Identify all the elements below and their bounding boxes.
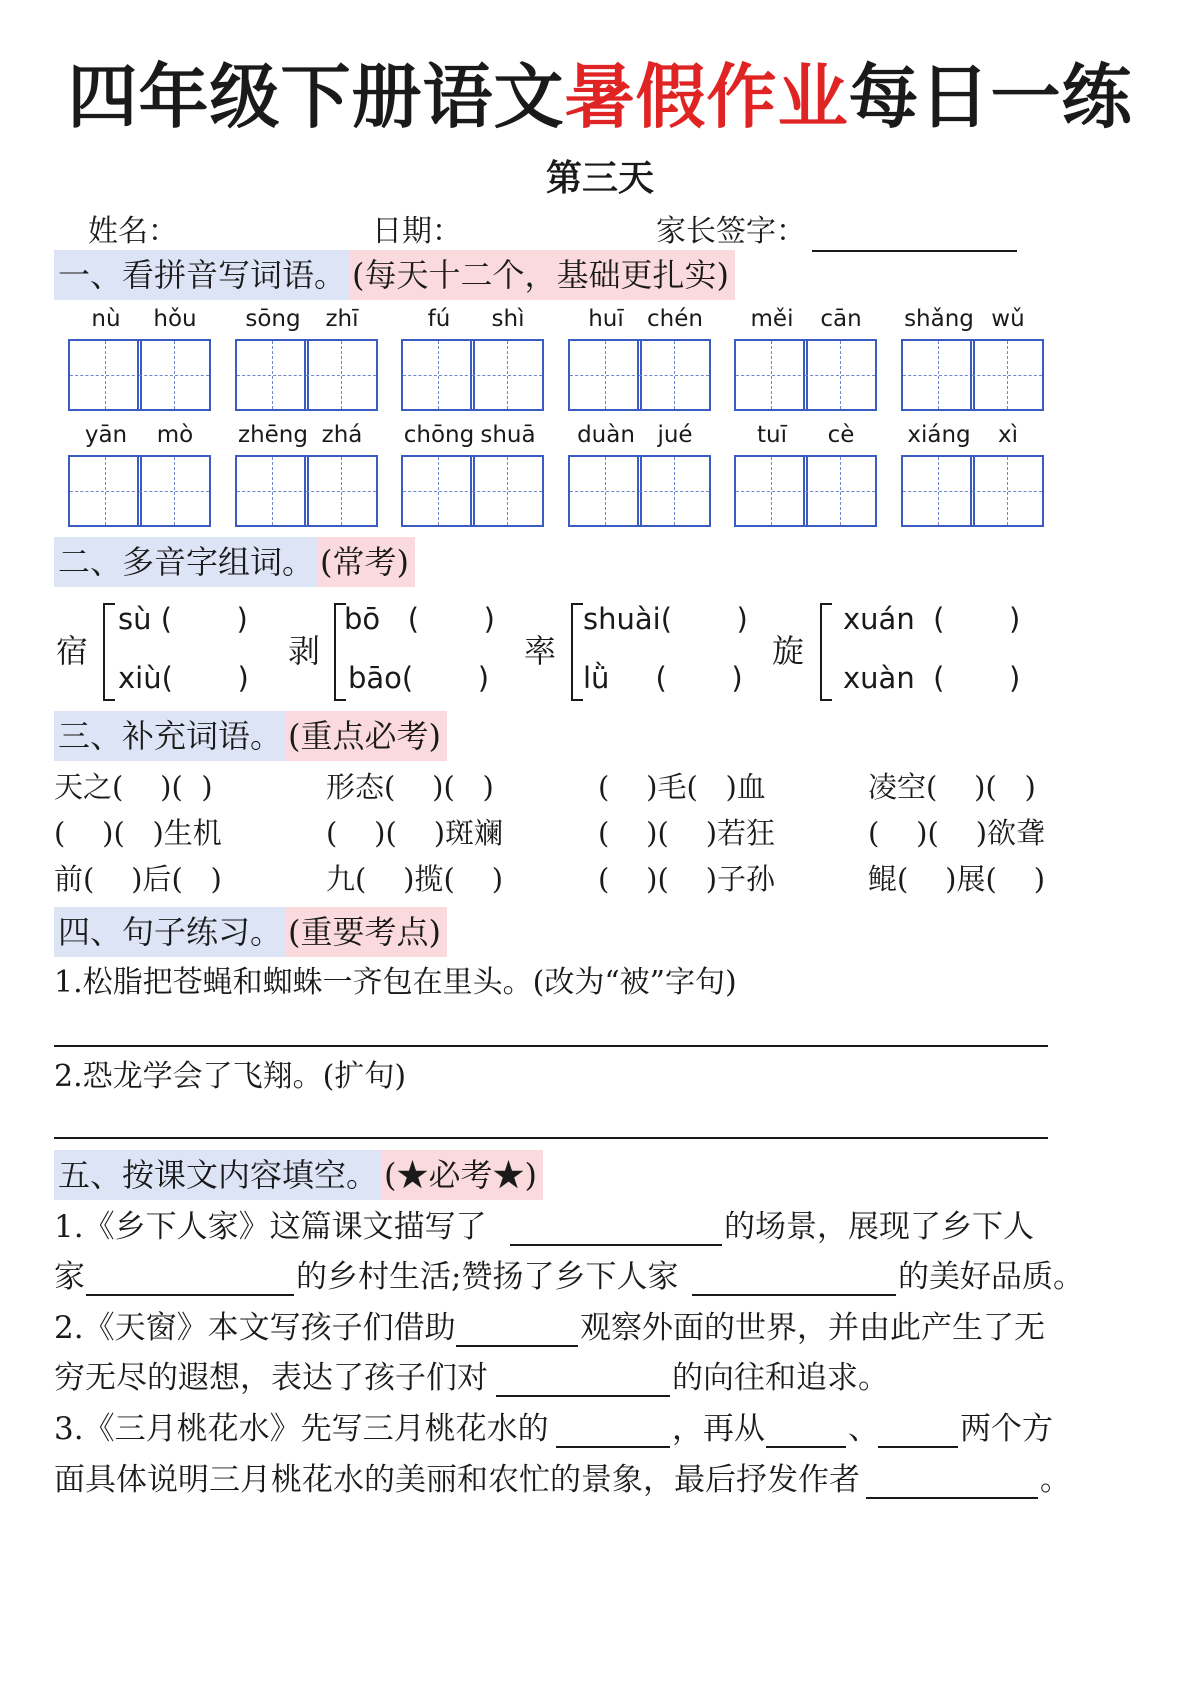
parent-signature-label: 家长签字： — [656, 214, 806, 249]
polyphone-reading: bō ( ) — [344, 602, 495, 636]
grid-guide — [736, 491, 806, 492]
grid-guide — [472, 375, 542, 376]
grid-guide — [639, 375, 709, 376]
grid-guide — [403, 375, 473, 376]
text-line: 、 — [848, 1411, 879, 1447]
writing-box[interactable] — [970, 455, 1044, 527]
section2-tag: (常考) — [318, 537, 415, 587]
grid-guide — [306, 375, 376, 376]
pinyin-word-group — [568, 421, 720, 527]
pinyin-label: cè — [827, 422, 855, 448]
writing-box[interactable] — [803, 339, 877, 411]
section4-tag: (重要考点) — [286, 907, 447, 957]
section5-tag: (★必考★) — [382, 1150, 543, 1200]
text-line: 的乡村生活;赞扬了乡下人家 — [296, 1259, 679, 1295]
section3-tag: (重点必考) — [286, 711, 447, 761]
fill-word: ( )( )斑斓 — [326, 816, 504, 850]
fill-word: 鲲( )展( ) — [868, 862, 1046, 896]
writing-box[interactable] — [734, 339, 808, 411]
page-title — [0, 52, 1200, 142]
section1-title: 一、看拼音写词语。 — [54, 250, 350, 300]
date-label: 日期： — [372, 214, 462, 249]
grid-guide — [972, 491, 1042, 492]
text-line: 的场景，展现了乡下人 — [724, 1209, 1034, 1245]
text-line: 2.《天窗》本文写孩子们借助 — [54, 1310, 456, 1346]
writing-box[interactable] — [901, 339, 975, 411]
name-label: 姓名： — [88, 214, 178, 249]
polyphone-char: 宿 — [56, 632, 89, 670]
pinyin-label: měi — [750, 306, 794, 332]
text-line: 的美好品质。 — [898, 1259, 1084, 1295]
text-line: 两个方 — [960, 1411, 1053, 1447]
fill-word: ( )( )子孙 — [598, 862, 776, 896]
fill-word: 凌空( )( ) — [868, 770, 1036, 804]
pinyin-word-group — [734, 421, 886, 527]
blank-field[interactable] — [866, 1497, 1038, 1499]
section1-tag: (每天十二个，基础更扎实) — [350, 250, 735, 300]
writing-box[interactable] — [137, 339, 211, 411]
text-line: ，再从 — [672, 1411, 765, 1447]
grid-guide — [306, 491, 376, 492]
text-line: 3.《三月桃花水》先写三月桃花水的 — [54, 1411, 549, 1447]
pinyin-word-group — [401, 421, 553, 527]
section2-header — [54, 537, 415, 587]
pinyin-label: yān — [84, 422, 128, 448]
pinyin-label: chōng — [403, 422, 475, 448]
section4-header — [54, 907, 447, 957]
pinyin-word-group — [68, 421, 220, 527]
grid-guide — [139, 491, 209, 492]
pinyin-word-group — [901, 305, 1053, 411]
grid-guide — [472, 491, 542, 492]
title-part1: 四年级下册语文 — [67, 56, 565, 138]
pinyin-word-group — [401, 305, 553, 411]
pinyin-label: shǎng — [904, 306, 974, 332]
pinyin-label: zhá — [321, 422, 363, 448]
writing-box[interactable] — [970, 339, 1044, 411]
writing-box[interactable] — [235, 455, 309, 527]
writing-box[interactable] — [568, 455, 642, 527]
writing-box[interactable] — [68, 455, 142, 527]
text-line: 的向往和追求。 — [672, 1360, 889, 1396]
writing-box[interactable] — [734, 455, 808, 527]
fill-word: ( )毛( )血 — [598, 770, 766, 804]
title-highlight: 暑假作业 — [564, 56, 849, 138]
brace — [820, 603, 832, 701]
fill-word: ( )( )欲聋 — [868, 816, 1046, 850]
fill-word: 形态( )( ) — [326, 770, 494, 804]
pinyin-label: shuā — [480, 422, 536, 448]
blank-field[interactable] — [496, 1395, 670, 1397]
sentence-question-1: 1.松脂把苍蝇和蜘蛛一齐包在里头。(改为“被”字句) — [54, 965, 737, 1000]
section5-header — [54, 1150, 543, 1200]
fill-word: ( )( )若狂 — [598, 816, 776, 850]
answer-line-1[interactable] — [54, 1045, 1048, 1047]
writing-box[interactable] — [401, 339, 475, 411]
pinyin-label: chén — [647, 306, 703, 332]
polyphone-char: 剥 — [288, 632, 321, 670]
pinyin-word-group — [568, 305, 720, 411]
grid-guide — [237, 375, 307, 376]
writing-box[interactable] — [304, 455, 378, 527]
polyphone-reading: lǜ ( ) — [583, 661, 743, 695]
text-line: 家 — [54, 1259, 85, 1295]
grid-guide — [70, 375, 140, 376]
writing-box[interactable] — [568, 339, 642, 411]
section1-header — [54, 250, 735, 300]
title-part3: 每日一练 — [848, 56, 1133, 138]
pinyin-label: hǒu — [153, 306, 197, 332]
pinyin-label: xì — [997, 422, 1018, 448]
text-line: 面具体说明三月桃花水的美丽和农忙的景象，最后抒发作者 — [54, 1462, 860, 1498]
pinyin-label: tuī — [757, 422, 787, 448]
polyphone-char: 旋 — [772, 632, 805, 670]
text-line: 。 — [1040, 1462, 1071, 1498]
polyphone-char: 率 — [524, 632, 557, 670]
pinyin-label: mò — [156, 422, 194, 448]
pinyin-word-group — [68, 305, 220, 411]
writing-box[interactable] — [637, 455, 711, 527]
brace — [571, 603, 583, 701]
polyphone-reading: sù ( ) — [118, 602, 248, 636]
grid-guide — [570, 375, 640, 376]
writing-box[interactable] — [901, 455, 975, 527]
section4-title: 四、句子练习。 — [54, 907, 286, 957]
polyphone-reading: xiù( ) — [118, 661, 249, 695]
section2-title: 二、多音字组词。 — [54, 537, 318, 587]
pinyin-label: huī — [588, 306, 624, 332]
writing-box[interactable] — [637, 339, 711, 411]
pinyin-word-group — [235, 421, 387, 527]
polyphone-reading: shuài( ) — [583, 602, 748, 636]
section3-header — [54, 711, 447, 761]
blank-field[interactable] — [86, 1294, 294, 1296]
blank-field[interactable] — [556, 1446, 670, 1448]
polyphone-reading: xuàn ( ) — [843, 661, 1021, 695]
writing-box[interactable] — [235, 339, 309, 411]
grid-guide — [805, 491, 875, 492]
page-subtitle: 第三天 — [545, 157, 654, 199]
parent-signature-field[interactable] — [812, 250, 1017, 252]
writing-box[interactable] — [470, 339, 544, 411]
blank-field[interactable] — [456, 1345, 578, 1347]
writing-box[interactable] — [304, 339, 378, 411]
text-line: 穷无尽的遐想，表达了孩子们对 — [54, 1360, 488, 1396]
grid-guide — [736, 375, 806, 376]
pinyin-label: cān — [820, 306, 862, 332]
fill-word: 前( )后( ) — [54, 862, 222, 896]
grid-guide — [570, 491, 640, 492]
pinyin-label: wǔ — [991, 306, 1025, 332]
writing-box[interactable] — [137, 455, 211, 527]
writing-box[interactable] — [470, 455, 544, 527]
sentence-question-2: 2.恐龙学会了飞翔。(扩句) — [54, 1059, 407, 1094]
grid-guide — [639, 491, 709, 492]
writing-box[interactable] — [68, 339, 142, 411]
pinyin-word-group — [901, 421, 1053, 527]
blank-field[interactable] — [692, 1294, 896, 1296]
pinyin-label: duàn — [577, 422, 635, 448]
blank-field[interactable] — [766, 1446, 846, 1448]
grid-guide — [237, 491, 307, 492]
pinyin-label: zhēng — [238, 422, 308, 448]
pinyin-label: fú — [427, 306, 451, 332]
pinyin-label: zhī — [325, 306, 359, 332]
fill-word: ( )( )生机 — [54, 816, 222, 850]
polyphone-reading: bāo( ) — [348, 661, 490, 695]
pinyin-label: shì — [491, 306, 525, 332]
answer-line-2[interactable] — [54, 1137, 1048, 1139]
writing-box[interactable] — [803, 455, 877, 527]
grid-guide — [805, 375, 875, 376]
grid-guide — [972, 375, 1042, 376]
blank-field[interactable] — [510, 1244, 722, 1246]
grid-guide — [903, 375, 973, 376]
pinyin-word-group — [734, 305, 886, 411]
pinyin-label: nù — [91, 306, 121, 332]
fill-word: 天之( )( ) — [54, 770, 213, 804]
pinyin-label: sōng — [245, 306, 301, 332]
writing-box[interactable] — [401, 455, 475, 527]
pinyin-label: xiáng — [907, 422, 971, 448]
blank-field[interactable] — [878, 1446, 958, 1448]
section5-title: 五、按课文内容填空。 — [54, 1150, 382, 1200]
grid-guide — [403, 491, 473, 492]
polyphone-reading: xuán ( ) — [843, 602, 1021, 636]
brace — [103, 603, 115, 701]
section3-title: 三、补充词语。 — [54, 711, 286, 761]
text-line: 1.《乡下人家》这篇课文描写了 — [54, 1209, 487, 1245]
text-line: 观察外面的世界，并由此产生了无 — [580, 1310, 1045, 1346]
pinyin-label: jué — [657, 422, 693, 448]
pinyin-word-group — [235, 305, 387, 411]
grid-guide — [903, 491, 973, 492]
grid-guide — [139, 375, 209, 376]
fill-word: 九( )揽( ) — [326, 862, 504, 896]
grid-guide — [70, 491, 140, 492]
